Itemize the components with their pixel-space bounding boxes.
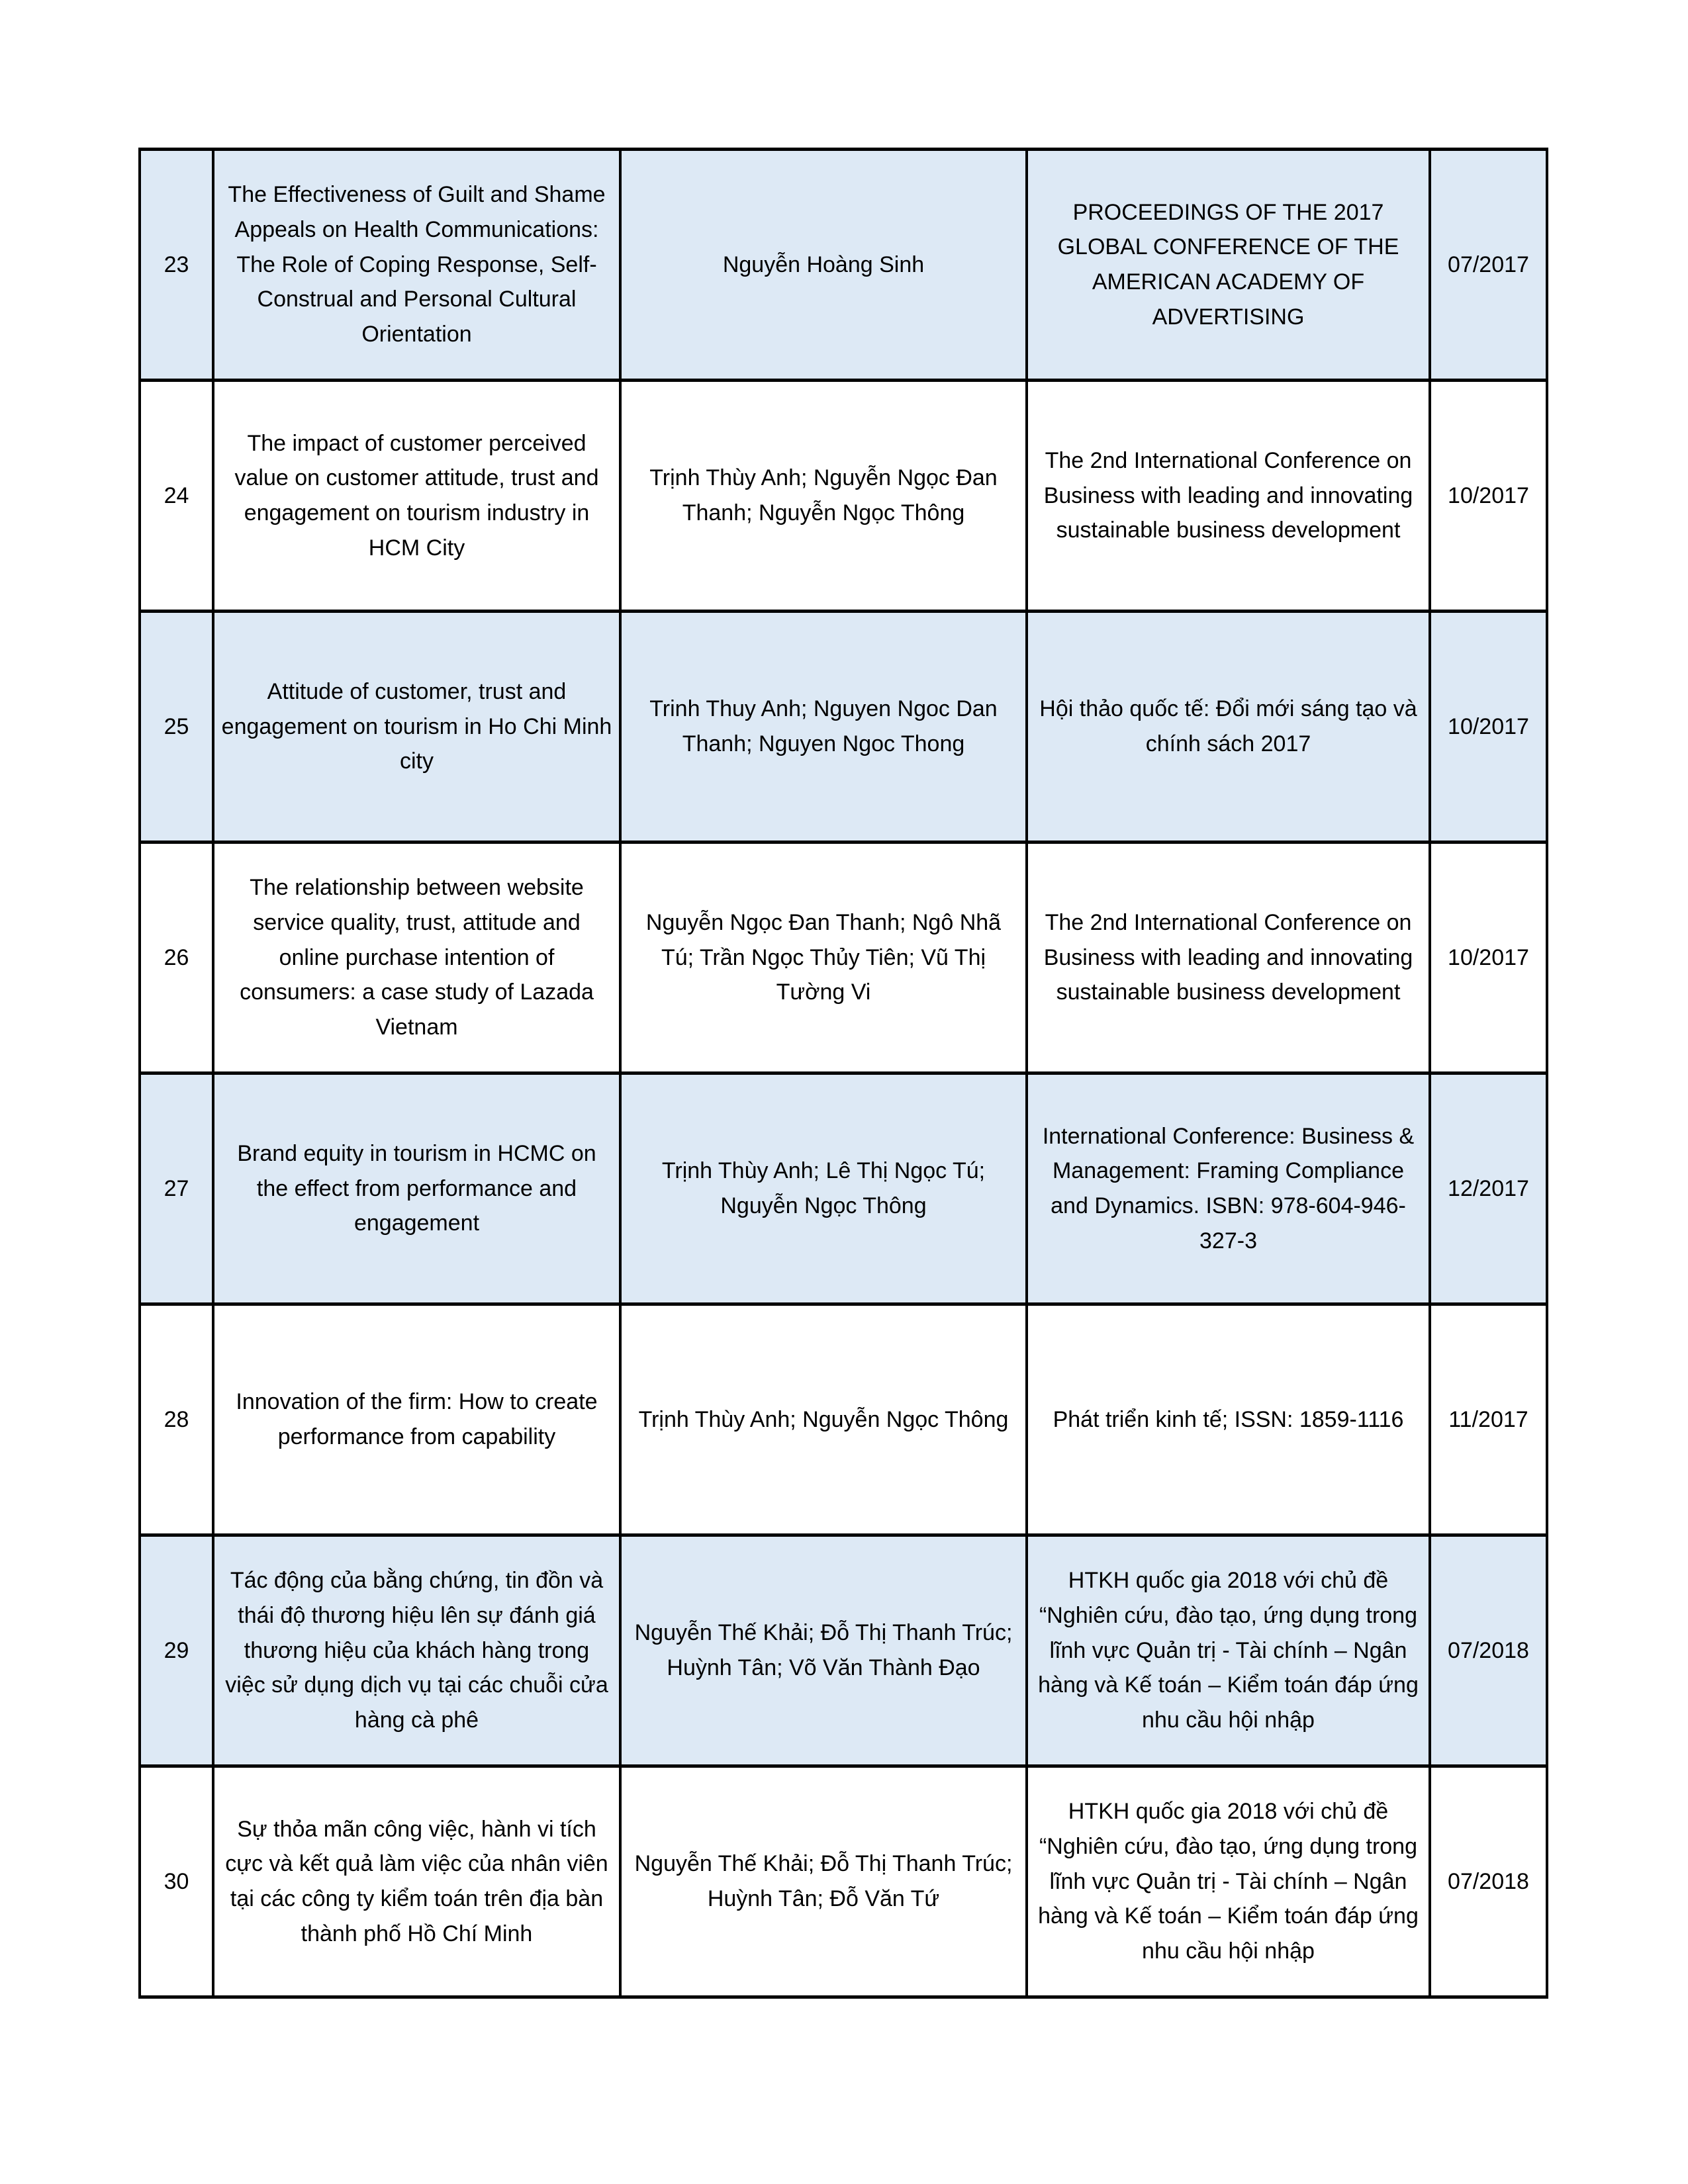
authors-cell: Trịnh Thùy Anh; Lê Thị Ngọc Tú; Nguyễn Ngọc Thông [620, 1073, 1027, 1304]
title-cell: Tác động của bằng chứng, tin đồn và thái độ thương hiệu lên sự đánh giá thương hiệu của khách hàng trong việc sử dụng dịch vụ tại các chuỗi cửa hàng cà phê [213, 1535, 620, 1766]
title-cell: The relationship between website service quality, trust, attitude and online purchase intention of consumers: a case study of Lazada Vietnam [213, 842, 620, 1073]
table-row [140, 1766, 1547, 1997]
authors-cell: Trịnh Thùy Anh; Nguyễn Ngọc Thông [620, 1304, 1027, 1535]
date-cell: 07/2017 [1430, 150, 1547, 381]
authors-cell: Trịnh Thùy Anh; Nguyễn Ngọc Đan Thanh; Nguyễn Ngọc Thông [620, 381, 1027, 612]
venue-cell: HTKH quốc gia 2018 với chủ đề “Nghiên cứu, đào tạo, ứng dụng trong lĩnh vực Quản trị - Tài chính – Ngân hàng và Kế toán – Kiểm toán đáp ứng nhu cầu hội nhập [1027, 1766, 1430, 1997]
row-number-cell: 25 [140, 612, 213, 842]
date-cell: 07/2018 [1430, 1535, 1547, 1766]
title-cell: Sự thỏa mãn công việc, hành vi tích cực và kết quả làm việc của nhân viên tại các công ty kiểm toán trên địa bàn thành phố Hồ Chí Minh [213, 1766, 620, 1997]
date-cell: 10/2017 [1430, 842, 1547, 1073]
row-number-cell: 28 [140, 1304, 213, 1535]
table-row [140, 1535, 1547, 1766]
title-cell: Brand equity in tourism in HCMC on the effect from performance and engagement [213, 1073, 620, 1304]
table-row [140, 1304, 1547, 1535]
venue-cell: Phát triển kinh tế; ISSN: 1859-1116 [1027, 1304, 1430, 1535]
date-cell: 11/2017 [1430, 1304, 1547, 1535]
venue-cell: The 2nd International Conference on Business with leading and innovating sustainable business development [1027, 842, 1430, 1073]
venue-cell: International Conference: Business & Management: Framing Compliance and Dynamics. ISBN: 978-604-946-327-3 [1027, 1073, 1430, 1304]
row-number-cell: 30 [140, 1766, 213, 1997]
row-number-cell: 23 [140, 150, 213, 381]
venue-cell: HTKH quốc gia 2018 với chủ đề “Nghiên cứu, đào tạo, ứng dụng trong lĩnh vực Quản trị - Tài chính – Ngân hàng và Kế toán – Kiểm toán đáp ứng nhu cầu hội nhập [1027, 1535, 1430, 1766]
row-number-cell: 29 [140, 1535, 213, 1766]
authors-cell: Nguyễn Thế Khải; Đỗ Thị Thanh Trúc; Huỳnh Tân; Đỗ Văn Tứ [620, 1766, 1027, 1997]
publications-table [138, 148, 1548, 1999]
authors-cell: Nguyễn Hoàng Sinh [620, 150, 1027, 381]
venue-cell: Hội thảo quốc tế: Đổi mới sáng tạo và chính sách 2017 [1027, 612, 1430, 842]
venue-cell: The 2nd International Conference on Business with leading and innovating sustainable business development [1027, 381, 1430, 612]
row-number-cell: 26 [140, 842, 213, 1073]
date-cell: 10/2017 [1430, 612, 1547, 842]
publications-table-body [140, 150, 1547, 1997]
table-row [140, 842, 1547, 1073]
title-cell: The impact of customer perceived value on customer attitude, trust and engagement on tourism industry in HCM City [213, 381, 620, 612]
authors-cell: Trinh Thuy Anh; Nguyen Ngoc Dan Thanh; Nguyen Ngoc Thong [620, 612, 1027, 842]
authors-cell: Nguyễn Thế Khải; Đỗ Thị Thanh Trúc; Huỳnh Tân; Võ Văn Thành Đạo [620, 1535, 1027, 1766]
title-cell: Attitude of customer, trust and engagement on tourism in Ho Chi Minh city [213, 612, 620, 842]
table-row [140, 381, 1547, 612]
date-cell: 07/2018 [1430, 1766, 1547, 1997]
date-cell: 12/2017 [1430, 1073, 1547, 1304]
table-row [140, 1073, 1547, 1304]
authors-cell: Nguyễn Ngọc Đan Thanh; Ngô Nhã Tú; Trần Ngọc Thủy Tiên; Vũ Thị Tường Vi [620, 842, 1027, 1073]
date-cell: 10/2017 [1430, 381, 1547, 612]
venue-cell: PROCEEDINGS OF THE 2017 GLOBAL CONFERENCE OF THE AMERICAN ACADEMY OF ADVERTISING [1027, 150, 1430, 381]
table-row [140, 612, 1547, 842]
row-number-cell: 27 [140, 1073, 213, 1304]
row-number-cell: 24 [140, 381, 213, 612]
title-cell: The Effectiveness of Guilt and Shame Appeals on Health Communications: The Role of Coping Response, Self-Construal and Personal Cultural Orientation [213, 150, 620, 381]
table-row [140, 150, 1547, 381]
title-cell: Innovation of the firm: How to create performance from capability [213, 1304, 620, 1535]
